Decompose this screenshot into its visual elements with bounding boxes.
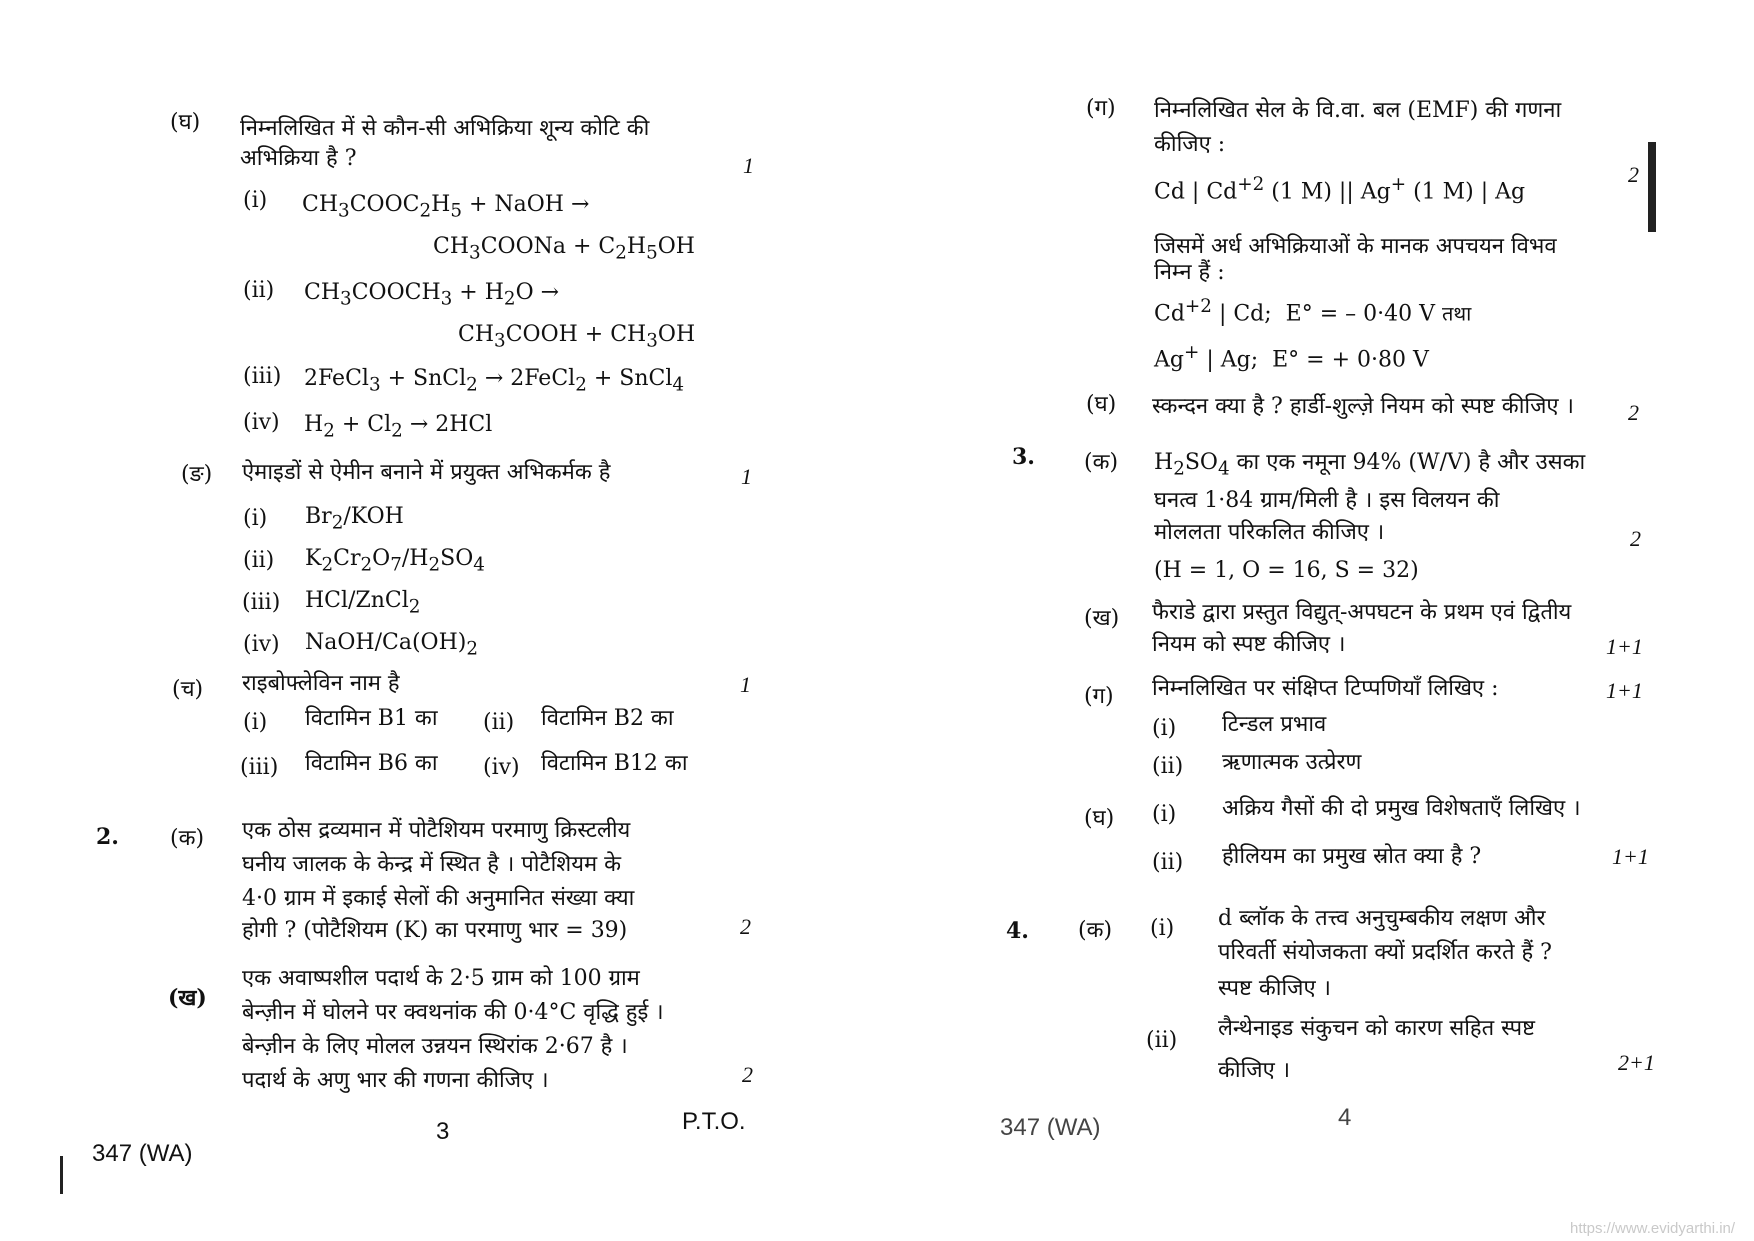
electrode-potential: Ag+ | Ag; E° = + 0·80 V: [1154, 342, 1429, 373]
question-line: कीजिए :: [1154, 132, 1226, 157]
paper-code: 347 (WA): [92, 1140, 193, 1167]
question-line: d ब्लॉक के तत्त्व अनुचुम्बकीय लक्षण और: [1218, 906, 1546, 931]
marks: 2: [742, 1062, 753, 1087]
question-line: स्पष्ट कीजिए ।: [1218, 976, 1332, 1001]
question-text: निम्नलिखित में से कौन-सी अभिक्रिया शून्य कोटि की: [240, 116, 650, 141]
marks: 2: [1628, 400, 1639, 425]
option-number: (i): [243, 710, 268, 735]
marks: 2: [1630, 526, 1641, 551]
option-reagent: $K_2Cr_2O_7/H_2SO_4$: [305, 546, 485, 576]
item-number: (i): [1150, 916, 1175, 941]
question-label: (क): [1078, 918, 1113, 943]
page-number: 3: [436, 1118, 450, 1145]
question-label: (ग): [1086, 96, 1116, 121]
option-number: (ii): [243, 548, 275, 573]
question-number: 3.: [1012, 444, 1035, 470]
option-text: विटामिन B1 का: [305, 706, 438, 731]
question-line: लैन्थेनाइड संकुचन को कारण सहित स्पष्ट: [1218, 1016, 1536, 1041]
option-equation: $CH_3COOCH_3 + H_2O$ →: [304, 280, 560, 310]
marks: 2+1: [1618, 1050, 1655, 1075]
marks: 2: [1628, 162, 1639, 187]
question-label: (ख): [168, 985, 207, 1011]
question-label: (ग): [1084, 684, 1114, 709]
item-number: (ii): [1152, 754, 1184, 779]
question-line: घनीय जालक के केन्द्र में स्थित है । पोटैशियम के: [242, 852, 622, 877]
option-number: (i): [243, 188, 268, 213]
marks: 1+1: [1606, 634, 1643, 659]
question-line: बेन्ज़ीन के लिए मोलल उन्नयन स्थिरांक 2·67 है ।: [242, 1034, 628, 1059]
question-label: (क): [1084, 450, 1119, 475]
question-label: (घ): [1086, 392, 1117, 417]
item-text: टिन्डल प्रभाव: [1222, 712, 1327, 737]
option-text: विटामिन B2 का: [541, 706, 674, 731]
question-line: निम्नलिखित सेल के वि.वा. बल (EMF) की गणना: [1154, 98, 1562, 123]
option-equation: $CH_3COOH + CH_3OH$: [458, 322, 696, 352]
question-line: 4·0 ग्राम में इकाई सेलों की अनुमानित संख्या क्या: [242, 886, 635, 911]
option-reagent: NaOH/$Ca(OH)_2$: [305, 630, 479, 660]
option-number: (iii): [243, 364, 282, 389]
option-equation: $CH_3COOC_2H_5$ + NaOH →: [302, 192, 590, 222]
option-number: (iii): [242, 590, 281, 615]
atomic-masses: (H = 1, O = 16, S = 32): [1154, 558, 1419, 583]
marks: 1: [741, 464, 752, 489]
scan-edge-mark: [1648, 142, 1656, 232]
option-number: (iv): [483, 755, 520, 780]
question-line: नियम को स्पष्ट कीजिए ।: [1152, 632, 1346, 657]
electrode-potential: $Cd^{+2}$ | Cd; E° = – 0·40 V तथा: [1154, 296, 1472, 327]
question-number: 4.: [1006, 918, 1029, 944]
question-label: (ख): [1084, 606, 1120, 631]
marks: 1+1: [1606, 678, 1643, 703]
question-line: जिसमें अर्ध अभिक्रियाओं के मानक अपचयन विभव: [1154, 234, 1557, 259]
marks: 2: [740, 914, 751, 939]
question-line: एक अवाष्पशील पदार्थ के 2·5 ग्राम को 100 ग्राम: [242, 966, 640, 991]
option-reagent: $Br_2$/KOH: [305, 504, 404, 534]
item-text: अक्रिय गैसों की दो प्रमुख विशेषताएँ लिखिए ।: [1222, 796, 1581, 821]
question-text: ऐमाइडों से ऐमीन बनाने में प्रयुक्त अभिकर्मक है: [242, 460, 611, 485]
question-text: अभिक्रिया है ?: [240, 146, 357, 171]
option-number: (iv): [243, 632, 280, 657]
option-equation: $CH_3COONa + C_2H_5OH$: [433, 234, 695, 264]
option-equation: 2FeCl$_3$ + SnCl$_2$ → 2FeCl$_2$ + SnCl$_4$: [304, 366, 685, 396]
item-text: हीलियम का प्रमुख स्रोत क्या है ?: [1222, 844, 1482, 869]
option-number: (i): [243, 506, 268, 531]
marks: 1+1: [1612, 844, 1649, 869]
item-number: (i): [1152, 716, 1177, 741]
page-number: 4: [1338, 1104, 1352, 1131]
option-number: (ii): [243, 278, 275, 303]
question-line: परिवर्ती संयोजकता क्यों प्रदर्शित करते हैं ?: [1218, 940, 1552, 965]
marks: 1: [740, 672, 751, 697]
option-number: (iii): [240, 755, 279, 780]
question-number: 2.: [96, 824, 119, 850]
marks: 1: [743, 153, 754, 178]
pto-label: P.T.O.: [682, 1108, 746, 1135]
item-number: (ii): [1146, 1028, 1178, 1053]
question-line: $H_2SO_4$ का एक नमूना 94% (W/V) है और उसका: [1154, 450, 1586, 480]
question-label: (च): [172, 677, 204, 702]
question-line: निम्न हैं :: [1154, 260, 1225, 285]
question-text: निम्नलिखित पर संक्षिप्त टिप्पणियाँ लिखिए :: [1152, 676, 1499, 701]
item-text: ऋणात्मक उत्प्रेरण: [1222, 750, 1362, 775]
question-line: फैराडे द्वारा प्रस्तुत विद्युत्-अपघटन के प्रथम एवं द्वितीय: [1152, 600, 1572, 625]
item-number: (ii): [1152, 850, 1184, 875]
question-label: (घ): [170, 110, 201, 135]
question-line: घनत्व 1·84 ग्राम/मिली है । इस विलयन की: [1154, 488, 1500, 513]
question-line: एक ठोस द्रव्यमान में पोटैशियम परमाणु क्रिस्टलीय: [242, 818, 631, 843]
question-line: कीजिए ।: [1218, 1058, 1291, 1083]
option-equation: $H_2 + Cl_2 \to 2HCl$: [304, 412, 493, 442]
question-line: पदार्थ के अणु भार की गणना कीजिए ।: [242, 1068, 549, 1093]
question-line: मोललता परिकलित कीजिए ।: [1154, 520, 1385, 545]
option-text: विटामिन B6 का: [305, 751, 438, 776]
option-number: (ii): [483, 710, 515, 735]
question-line: होगी ? (पोटैशियम (K) का परमाणु भार = 39): [242, 918, 628, 943]
question-label: (घ): [1084, 806, 1115, 831]
scan-edge-mark: [60, 1156, 63, 1194]
question-text: स्कन्दन क्या है ? हार्डी-शुल्ज़े नियम को स्पष्ट कीजिए ।: [1152, 394, 1574, 419]
option-text: विटामिन B12 का: [541, 751, 688, 776]
question-label: (क): [170, 826, 205, 851]
option-reagent: HCl/ZnCl$_2$: [305, 588, 421, 618]
question-text: राइबोफ्लेविन नाम है: [242, 671, 400, 696]
watermark-url: https://www.evidyarthi.in/: [1570, 1220, 1736, 1237]
question-line: बेन्ज़ीन में घोलने पर क्वथनांक की 0·4°C वृद्धि हुई ।: [242, 1000, 664, 1025]
cell-notation: Cd | $Cd^{+2}$ (1 M) || Ag+ (1 M) | Ag: [1154, 174, 1526, 205]
option-number: (iv): [243, 410, 280, 435]
paper-code: 347 (WA): [1000, 1114, 1101, 1141]
question-label: (ङ): [181, 462, 213, 487]
item-number: (i): [1152, 802, 1177, 827]
